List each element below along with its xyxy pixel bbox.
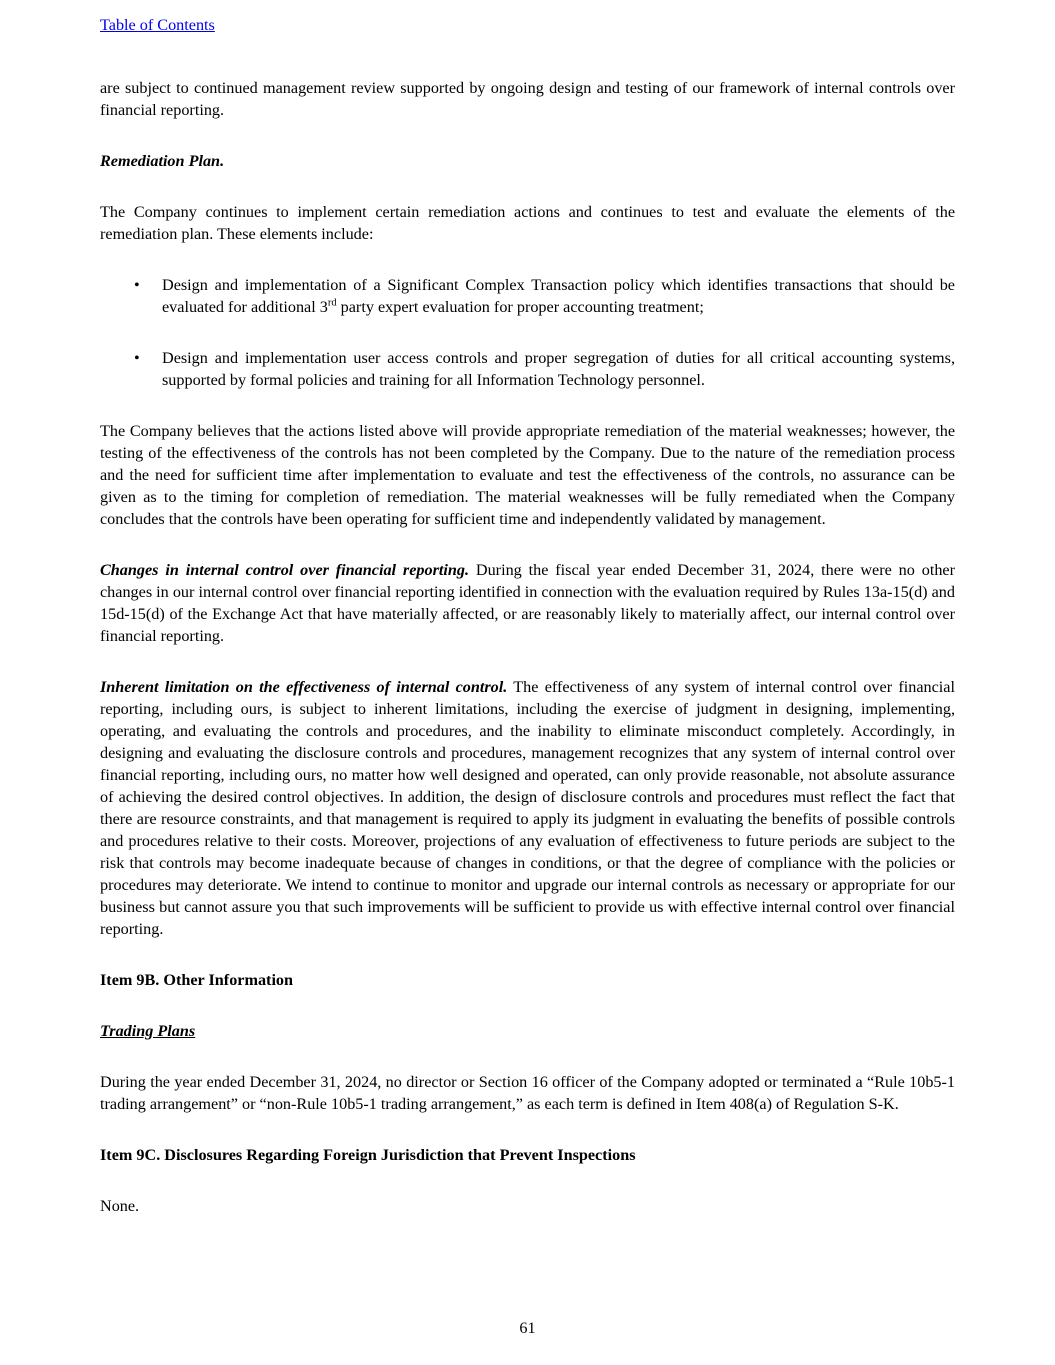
paragraph-remediation-belief: The Company believes that the actions listed above will provide appropriate remediation of the material weaknesses; however, the testing of the effectiveness of the controls has not been completed by the Company. Due to the nature of the remediation process and the need for sufficient time after implementation to evaluate and test the effectiveness of the controls, no assurance can be given as to the timing for completion of remediation. The material weaknesses will be fully remediated when the Company concludes that the controls have been operating for sufficient time and independently validated by management. — [100, 422, 955, 528]
table-of-contents-link[interactable]: Table of Contents — [100, 16, 215, 34]
paragraph-inherent-limitation — [100, 676, 955, 940]
item-9b-heading: Item 9B. Other Information — [100, 971, 294, 989]
paragraph-changes-in-internal-control — [100, 559, 955, 647]
trading-plans-heading: Trading Plans — [100, 1022, 196, 1040]
bullet-icon: • — [134, 276, 140, 294]
paragraph-trading-plans: During the year ended December 31, 2024, no director or Section 16 officer of the Company adopted or terminated a “Rule 10b5-1 trading arrangement” or “non-Rule 10b5-1 trading arrangement,” as each term is defined in Item 408(a) of Regulation S-K. — [100, 1073, 955, 1113]
list-item-text — [162, 347, 955, 391]
list-item-significant-transaction — [100, 274, 955, 318]
list-item-text-pre: Design and implementation of a Significant Complex Transaction policy which identifies transactions that should be evaluated for additional 3 — [162, 276, 955, 316]
list-item-text — [162, 274, 955, 318]
list-item-text-pre: Design and implementation user access controls and proper segregation of duties for all critical accounting systems, supported by formal policies and training for all Information Technology personnel. — [162, 349, 955, 389]
inherent-limitation-body-text: The effectiveness of any system of internal control over financial reporting, including ours, is subject to inherent limitations, including the exercise of judgment in designing, implementing, operating, and evaluating the controls and procedures, and the inability to eliminate misconduct completely. Accordingly, in designing and evaluating the disclosure controls and procedures, management recognizes that any system of internal control over financial reporting, including ours, no matter how well designed and operated, can only provide reasonable, not absolute assurance of achieving the desired control objectives. In addition, the design of disclosure controls and procedures must reflect the fact that there are resource constraints, and that management is required to apply its judgment in evaluating the benefits of possible controls and procedures relative to their costs. Moreover, projections of any evaluation of effectiveness to future periods are subject to the risk that controls may become inadequate because of changes in conditions, or that the degree of compliance with the policies or procedures may deteriorate. We intend to continue to monitor and upgrade our internal controls as necessary or appropriate for our business but cannot assure you that such improvements will be sufficient to provide us with effective internal control over financial reporting. — [100, 678, 955, 938]
paragraph-remediation: The Company continues to implement certain remediation actions and continues to test and evaluate the elements of the remediation plan. These elements include: — [100, 203, 955, 243]
changes-body-text: During the fiscal year ended December 31, 2024, there were no other changes in our internal control over financial reporting identified in connection with the evaluation required by Rules 13a-15(d) and 15d-15(d) of the Exchange Act that have materially affected, or are reasonably likely to materially affect, our internal control over financial reporting. — [100, 561, 955, 645]
list-item-text-post: party expert evaluation for proper accounting treatment; — [336, 298, 704, 316]
paragraph-none: None. — [100, 1197, 140, 1215]
inherent-limitation-heading-inline: Inherent limitation on the effectiveness of internal control. — [100, 678, 508, 696]
toc-link-row — [100, 14, 955, 36]
list-item-user-access-controls — [100, 347, 955, 391]
page-number: 61 — [519, 1319, 536, 1337]
remediation-plan-heading: Remediation Plan. — [100, 152, 225, 170]
paragraph-intro: are subject to continued management review supported by ongoing design and testing of our framework of internal controls over financial reporting. — [100, 79, 955, 119]
item-9c-heading: Item 9C. Disclosures Regarding Foreign Jurisdiction that Prevent Inspections — [100, 1146, 636, 1164]
changes-heading-inline: Changes in internal control over financial reporting. — [100, 561, 470, 579]
bullet-icon: • — [134, 349, 140, 367]
ordinal-superscript: rd — [327, 297, 337, 309]
